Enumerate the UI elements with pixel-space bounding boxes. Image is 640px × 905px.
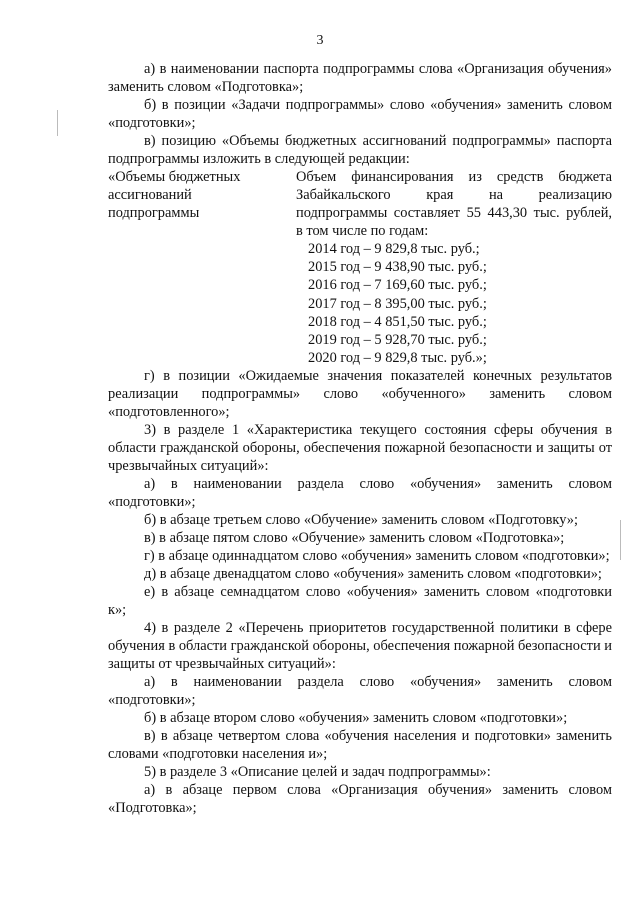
year-item: 2016 год – 7 169,60 тыс. руб.; [308,277,487,294]
paragraph: 5) в разделе 3 «Описание целей и задач подпрограммы»: [144,764,491,781]
paragraph: б) в абзаце третьем слово «Обучение» заменить словом «Подготовку»; [144,512,578,529]
paragraph: в) в абзаце четвертом слова «обучения населения и подготовки» заменить словами «подготовки населения и»; [108,728,612,763]
year-item: 2015 год – 9 438,90 тыс. руб.; [308,259,487,276]
paragraph: а) в наименовании раздела слово «обучения» заменить словом «подготовки»; [108,476,612,511]
paragraph: д) в абзаце двенадцатом слово «обучения» заменить словом «подготовки»; [144,566,602,583]
scan-margin-mark [620,520,621,560]
table-left-line: «Объемы бюджетных [108,169,241,185]
paragraph: г) в абзаце одиннадцатом слово «обучения» заменить словом «подготовки»; [144,548,610,565]
paragraph: в) в абзаце пятом слово «Обучение» заменить словом «Подготовка»; [144,530,565,547]
year-item: 2017 год – 8 395,00 тыс. руб.; [308,295,487,312]
paragraph: а) в наименовании раздела слово «обучения» заменить словом «подготовки»; [108,674,612,709]
paragraph: 4) в разделе 2 «Перечень приоритетов государственной политики в сфере обучения в области гражданской обороны, обеспечения пожарной безопасности и защиты от чрезвычайных ситуаций»: [108,620,612,673]
paragraph: а) в абзаце первом слова «Организация обучения» заменить словом «Подготовка»; [108,782,612,817]
document-body [108,60,612,817]
paragraph: б) в абзаце втором слово «обучения» заменить словом «подготовки»; [144,710,568,727]
page-number: 3 [316,33,324,48]
passport-table-row [108,168,612,367]
paragraph: в) позицию «Объемы бюджетных ассигнований подпрограммы» паспорта подпрограммы изложить в следующей редакции: [108,133,612,167]
year-item: 2018 год – 4 851,50 тыс. руб.; [308,313,487,330]
table-left-line: подпрограммы [108,205,200,221]
year-item: 2014 год – 9 829,8 тыс. руб.; [308,241,480,257]
table-left-line: ассигнований [108,187,192,203]
table-right-cell [296,168,612,367]
paragraph: а) в наименовании паспорта подпрограммы слова «Организация обучения» заменить словом «Подготовка»; [108,61,612,95]
paragraph: е) в абзаце семнадцатом слово «обучения» заменить словом «подготовки к»; [108,584,612,619]
year-item: 2020 год – 9 829,8 тыс. руб.»; [308,350,487,367]
table-left-cell [108,168,296,367]
table-right-line: Забайкальского края на реализацию [296,187,612,203]
table-right-line: в том числе по годам: [296,223,429,239]
table-right-line: подпрограммы составляет 55 443,30 тыс. рублей, [296,205,612,221]
paragraph: 3) в разделе 1 «Характеристика текущего состояния сферы обучения в области гражданской обороны, обеспечения пожарной безопасности и защиты от чрезвычайных ситуаций»: [108,422,612,475]
scan-margin-mark [57,110,58,136]
years-list [296,240,612,367]
paragraph: б) в позиции «Задачи подпрограммы» слово «обучения» заменить словом «подготовки»; [108,97,612,131]
table-right-line: Объем финансирования из средств бюджета [296,169,612,185]
paragraph: г) в позиции «Ожидаемые значения показателей конечных результатов реализации подпрограммы» слово «обученного» заменить словом «подготовленного»; [108,368,612,421]
year-item: 2019 год – 5 928,70 тыс. руб.; [308,332,487,349]
